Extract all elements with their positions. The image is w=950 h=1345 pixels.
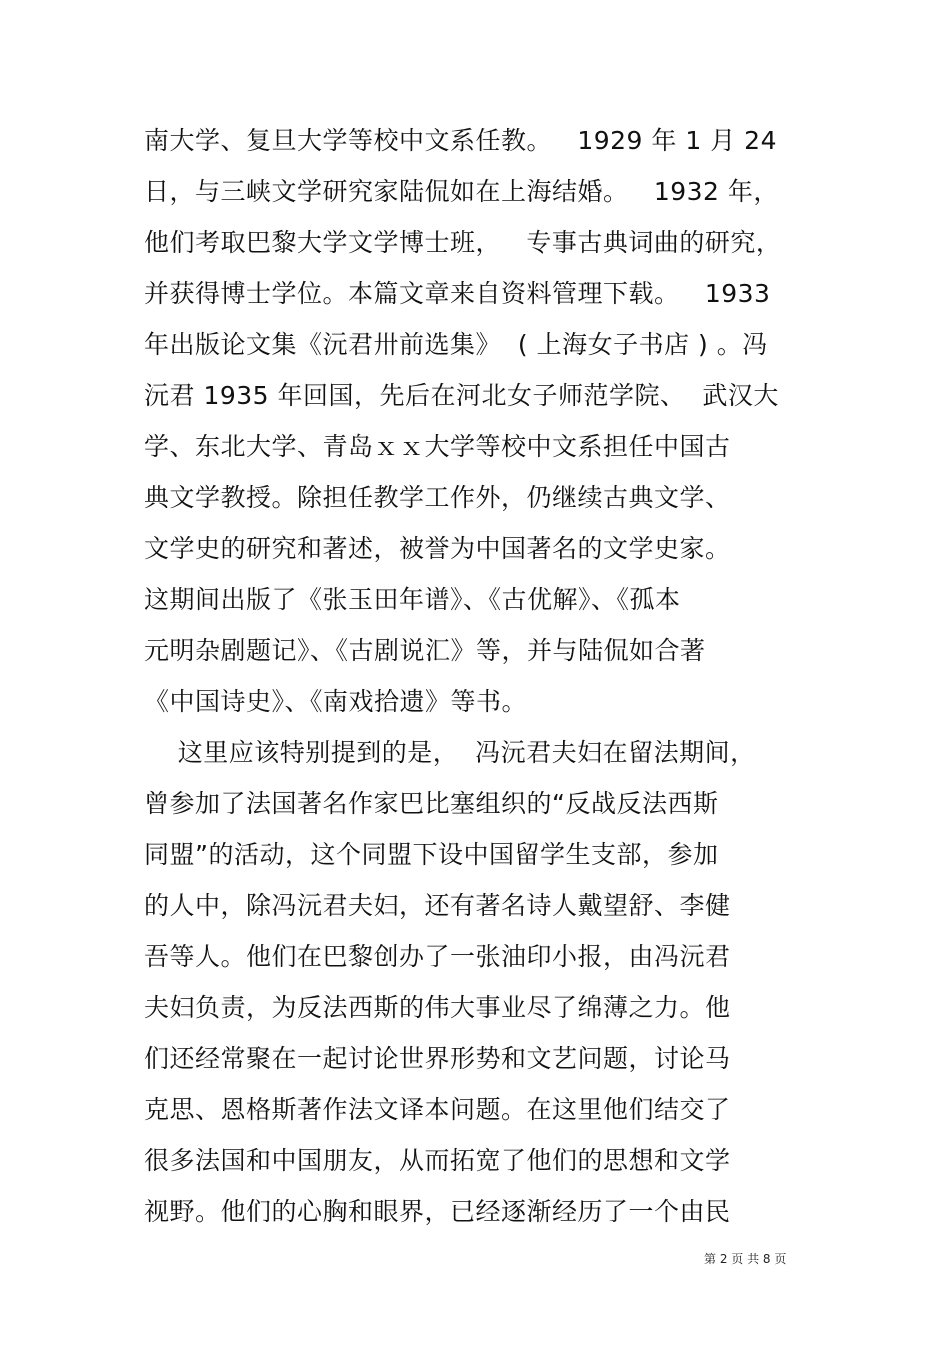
text-line: 日，与三峡文学研究家陆侃如在上海结婚。 1932 年，: [144, 177, 779, 206]
text-line: 的人中，除冯沅君夫妇，还有著名诗人戴望舒、李健: [144, 891, 731, 920]
page-footer: 第 2 页 共 8 页: [704, 1252, 787, 1266]
text-line: 文学史的研究和著述，被誉为中国著名的文学史家。: [144, 534, 731, 563]
text-line: 克思、恩格斯著作法文译本问题。在这里他们结交了: [144, 1095, 731, 1124]
text-line: 吾等人。他们在巴黎创办了一张油印小报，由冯沅君: [144, 942, 731, 971]
text-line: 他们考取巴黎大学文学博士班， 专事古典词曲的研究，: [144, 228, 782, 257]
text-line: 曾参加了法国著名作家巴比塞组织的“反战反法西斯: [144, 789, 719, 818]
text-line: 典文学教授。除担任教学工作外，仍继续古典文学、: [144, 483, 731, 512]
text-line: 们还经常聚在一起讨论世界形势和文艺问题，讨论马: [144, 1044, 731, 1073]
text-line: 并获得博士学位。本篇文章来自资料管理下载。 1933: [144, 279, 771, 308]
text-line: 很多法国和中国朋友，从而拓宽了他们的思想和文学: [144, 1146, 731, 1175]
text-line: 南大学、复旦大学等校中文系任教。 1929 年 1 月 24: [144, 126, 777, 155]
text-line: 这里应该特别提到的是， 冯沅君夫妇在留法期间，: [144, 738, 756, 767]
text-line: 年出版论文集《沅君卅前选集》 ( 上海女子书店 ) 。冯: [144, 330, 768, 359]
text-line: 同盟”的活动，这个同盟下设中国留学生支部，参加: [144, 840, 719, 869]
text-line: 夫妇负责，为反法西斯的伟大事业尽了绵薄之力。他: [144, 993, 731, 1022]
text-line: 《中国诗史》、《南戏拾遗》等书。: [144, 687, 528, 716]
text-line: 沅君 1935 年回国，先后在河北女子师范学院、 武汉大: [144, 381, 779, 410]
text-line: 学、东北大学、青岛ｘｘ大学等校中文系担任中国古: [144, 432, 731, 461]
text-line: 视野。他们的心胸和眼界，已经逐渐经历了一个由民: [144, 1197, 731, 1226]
text-line: 这期间出版了《张玉田年谱》、《古优解》、《孤本: [144, 585, 681, 614]
text-line: 元明杂剧题记》、《古剧说汇》等，并与陆侃如合著: [144, 636, 706, 665]
